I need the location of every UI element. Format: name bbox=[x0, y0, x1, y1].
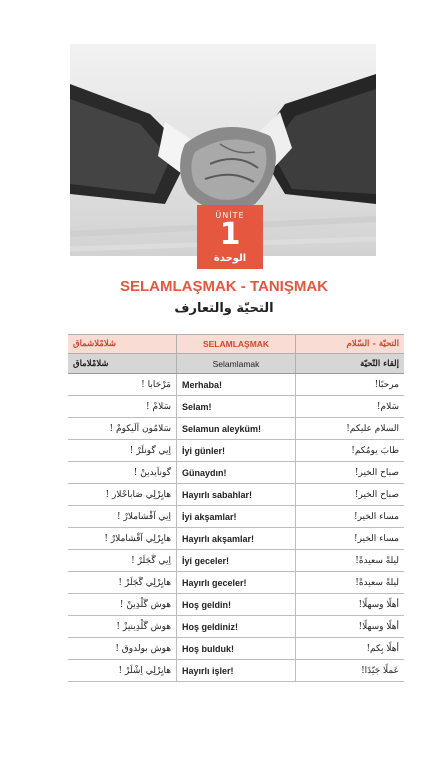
table-row bbox=[68, 396, 404, 418]
cell-arabic: صباح الخير! bbox=[296, 462, 405, 484]
cell-arabic: مرحبًا! bbox=[296, 374, 405, 396]
cell-arabic: مساء الخير! bbox=[296, 528, 405, 550]
table-row bbox=[68, 418, 404, 440]
table-row bbox=[68, 616, 404, 638]
cell-ottoman: گوناَيدينْ ! bbox=[68, 462, 177, 484]
subheader-turkish: Selamlamak bbox=[177, 354, 296, 374]
cell-turkish: Hayırlı akşamlar! bbox=[177, 528, 296, 550]
table-row bbox=[68, 572, 404, 594]
cell-turkish: İyi günler! bbox=[177, 440, 296, 462]
table-row bbox=[68, 484, 404, 506]
cell-arabic: أهلًا وسهلًا! bbox=[296, 594, 405, 616]
cell-ottoman: اِيي آقْشاملارْ ! bbox=[68, 506, 177, 528]
cell-ottoman: سَلامْ ! bbox=[68, 396, 177, 418]
cell-arabic: طابَ يومُكم! bbox=[296, 440, 405, 462]
cell-ottoman: سَلامُون اَلَيكومْ ! bbox=[68, 418, 177, 440]
cell-arabic: السلام عليكم! bbox=[296, 418, 405, 440]
cell-arabic: ليلةً سعيدةً! bbox=[296, 572, 405, 594]
cell-arabic: صباح الخير! bbox=[296, 484, 405, 506]
cell-ottoman: مَرْحَابا ! bbox=[68, 374, 177, 396]
table-row bbox=[68, 594, 404, 616]
table-row bbox=[68, 660, 404, 682]
cell-turkish: İyi akşamlar! bbox=[177, 506, 296, 528]
subheader-arabic: إلقاء التّحيّة bbox=[296, 354, 405, 374]
table-subheader-row bbox=[68, 354, 404, 374]
page-subtitle-arabic: التحيّة والتعارف bbox=[174, 301, 274, 316]
table-row bbox=[68, 550, 404, 572]
cell-arabic: عَملًا جَيّدًا! bbox=[296, 660, 405, 682]
cell-ottoman: هوش گَلْدِينْ ! bbox=[68, 594, 177, 616]
page-title: SELAMLAŞMAK - TANIŞMAK bbox=[119, 278, 329, 295]
cell-turkish: Selamun aleyküm! bbox=[177, 418, 296, 440]
cell-turkish: Hoş geldin! bbox=[177, 594, 296, 616]
table-header-row bbox=[68, 335, 404, 354]
cell-turkish: Hoş bulduk! bbox=[177, 638, 296, 660]
unit-badge bbox=[197, 205, 263, 269]
table-row bbox=[68, 440, 404, 462]
unit-label-arabic: الوحدة bbox=[213, 253, 247, 264]
table-row bbox=[68, 638, 404, 660]
cell-arabic: ليلةً سعيدةً! bbox=[296, 550, 405, 572]
cell-turkish: İyi geceler! bbox=[177, 550, 296, 572]
cell-ottoman: هوش گَلْدِينيزْ ! bbox=[68, 616, 177, 638]
cell-turkish: Hoş geldiniz! bbox=[177, 616, 296, 638]
cell-turkish: Merhaba! bbox=[177, 374, 296, 396]
cell-arabic: مساء الخير! bbox=[296, 506, 405, 528]
cell-ottoman: اِيي گَجَلَرْ ! bbox=[68, 550, 177, 572]
cell-arabic: سَلام! bbox=[296, 396, 405, 418]
cell-ottoman: هايِرْلِي آقْشاملارْ ! bbox=[68, 528, 177, 550]
cell-turkish: Selam! bbox=[177, 396, 296, 418]
cell-ottoman: اِيي گونلَرْ ! bbox=[68, 440, 177, 462]
unit-label: ÜNİTE bbox=[215, 211, 245, 220]
cell-arabic: أهلًا وسهلًا! bbox=[296, 616, 405, 638]
header-arabic: التحيّة - السّلام bbox=[296, 335, 405, 354]
table-row bbox=[68, 528, 404, 550]
header-turkish: SELAMLAŞMAK bbox=[177, 335, 296, 354]
cell-ottoman: هايِرْلِي اِشْلَرْ ! bbox=[68, 660, 177, 682]
table-row bbox=[68, 374, 404, 396]
cell-ottoman: هوش بولدوق ! bbox=[68, 638, 177, 660]
table-row bbox=[68, 506, 404, 528]
cell-turkish: Hayırlı geceler! bbox=[177, 572, 296, 594]
cell-turkish: Hayırlı işler! bbox=[177, 660, 296, 682]
cell-turkish: Günaydın! bbox=[177, 462, 296, 484]
cell-ottoman: هايِرْلِي صَاباحْلار ! bbox=[68, 484, 177, 506]
table-row bbox=[68, 462, 404, 484]
subheader-ottoman: شلامْلاماق bbox=[68, 354, 177, 374]
header-ottoman: شلامْلاشماق bbox=[68, 335, 177, 354]
unit-number: 1 bbox=[219, 217, 241, 252]
cell-arabic: أهلًا بِكم! bbox=[296, 638, 405, 660]
cell-ottoman: هايِرْلِي گَجَلَرْ ! bbox=[68, 572, 177, 594]
vocabulary-table bbox=[68, 334, 404, 682]
cell-turkish: Hayırlı sabahlar! bbox=[177, 484, 296, 506]
